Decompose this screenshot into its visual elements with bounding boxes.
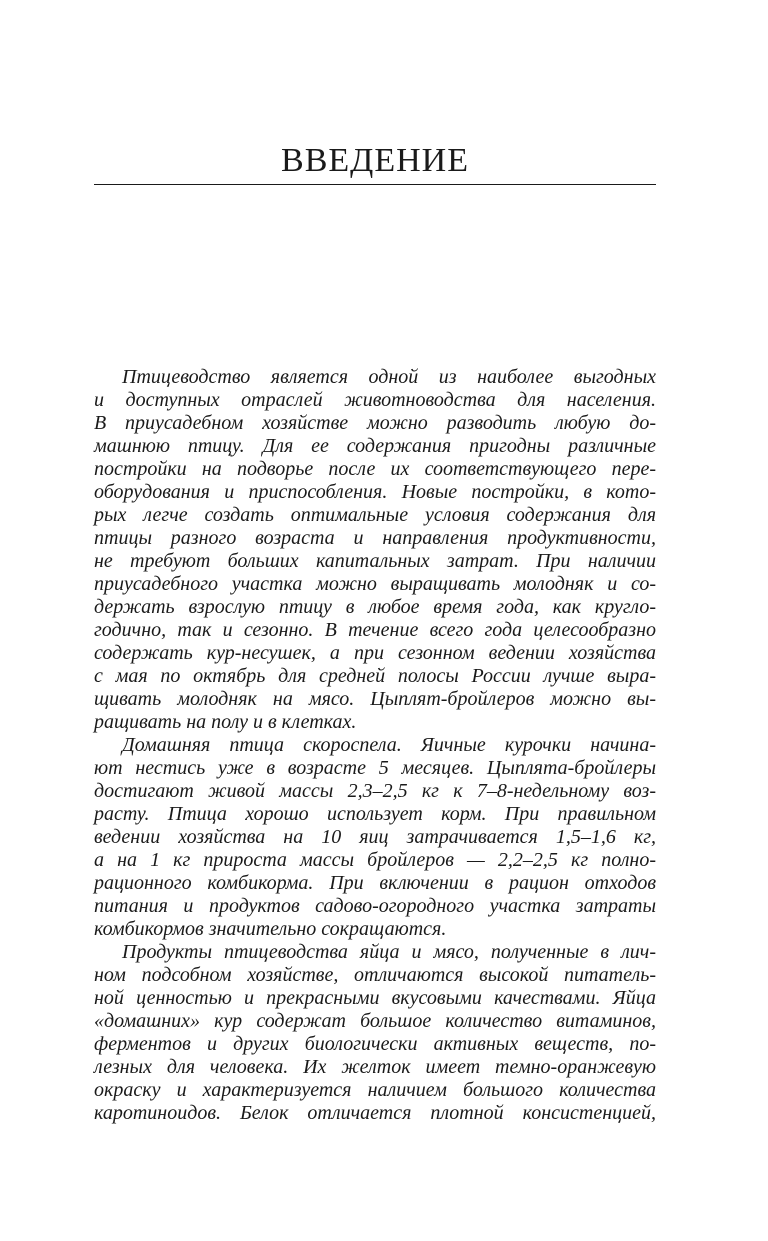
text-line: расту. Птица хорошо использует корм. При правильном [94,803,656,825]
body-text [94,366,656,1125]
text-line: В приусадебном хозяйстве можно разводить любую до- [94,412,656,434]
text-line: ращивать на полу и в клетках. [94,711,357,733]
title-rule [94,184,656,185]
text-line: Птицеводство является одной из наиболее выгодных [122,366,656,388]
text-line: окраску и характеризуется наличием большого количества [94,1079,656,1101]
text-line: птицы разного возраста и направления продуктивности, [94,527,656,549]
text-line: и доступных отраслей животноводства для населения. [94,389,656,411]
text-line: машнюю птицу. Для ее содержания пригодны различные [94,435,656,457]
text-line: лезных для человека. Их желток имеет темно-оранжевую [94,1056,656,1078]
text-line: а на 1 кг прироста массы бройлеров — 2,2–2,5 кг полно- [94,849,656,871]
text-line: годично, так и сезонно. В течение всего года целесообразно [94,619,656,641]
text-line: ной ценностью и прекрасными вкусовыми качествами. Яйца [94,987,656,1009]
text-line: «домашних» кур содержат большое количество витаминов, [94,1010,656,1032]
text-line: Продукты птицеводства яйца и мясо, полученные в лич- [122,941,656,963]
text-line: оборудования и приспособления. Новые постройки, в кото- [94,481,656,503]
text-line: ном подсобном хозяйстве, отличаются высокой питатель- [94,964,656,986]
text-line: достигают живой массы 2,3–2,5 кг к 7–8-недельному воз- [94,780,656,802]
text-line: содержать кур-несушек, а при сезонном ведении хозяйства [94,642,656,664]
text-line: Домашняя птица скороспела. Яичные курочки начина- [122,734,656,756]
text-line: рых легче создать оптимальные условия содержания для [94,504,656,526]
text-line: держать взрослую птицу в любое время года, как кругло- [94,596,656,618]
text-line: приусадебного участка можно выращивать молодняк и со- [94,573,656,595]
text-line: питания и продуктов садово-огородного участка затраты [94,895,656,917]
page-title: ВВЕДЕНИЕ [281,142,469,179]
text-line: постройки на подворье после их соответствующего пере- [94,458,656,480]
text-line: комбикормов значительно сокращаются. [94,918,447,940]
text-line: каротиноидов. Белок отличается плотной консистенцией, [94,1102,656,1124]
text-line: ведении хозяйства на 10 яиц затрачивается 1,5–1,6 кг, [94,826,656,848]
text-line: ют нестись уже в возрасте 5 месяцев. Цыплята-бройлеры [94,757,656,779]
text-line: щивать молодняк на мясо. Цыплят-бройлеров можно вы- [94,688,656,710]
text-line: не требуют больших капитальных затрат. При наличии [94,550,656,572]
text-line: рационного комбикорма. При включении в рацион отходов [94,872,656,894]
text-line: ферментов и других биологически активных веществ, по- [94,1033,656,1055]
text-line: с мая по октябрь для средней полосы России лучше выра- [94,665,656,687]
